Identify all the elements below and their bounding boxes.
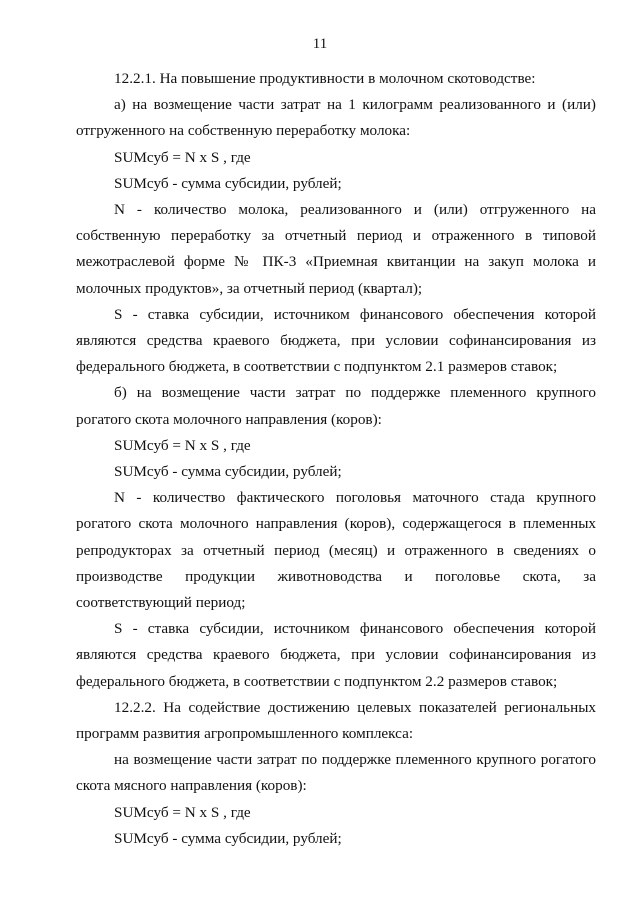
formula-definition-sum: SUMсуб - сумма субсидии, рублей; xyxy=(114,174,342,192)
paragraph-12-2-2-heading: 12.2.2. На содействие достижению целевых показателей региональных программ развития агропромышленного комплекса: xyxy=(76,698,596,743)
formula-definition-n: N - количество фактического поголовья маточного стада крупного рогатого скота молочного направления (коров), содержащегося в племенных репродукторах за отчетный период (месяц) и отраженного в сведениях о производстве продукции животноводства и поголовье скота, за соответствующий период; xyxy=(76,489,596,612)
formula-definition-sum: SUMсуб - сумма субсидии, рублей; xyxy=(114,463,342,481)
paragraph-item-a: а) на возмещение части затрат на 1 килограмм реализованного и (или) отгруженного на собственную переработку молока: xyxy=(76,96,596,140)
formula-line: SUMсуб = N x S , где xyxy=(114,803,251,821)
formula-definition-s: S - ставка субсидии, источником финансового обеспечения которой являются средства краевого бюджета, при условии софинансирования из федерального бюджета, в соответствии с подпунктом 2.2 размеров ставок; xyxy=(76,620,596,690)
formula-definition-sum: SUMсуб - сумма субсидии, рублей; xyxy=(114,829,342,847)
paragraph-beef-cattle: на возмещение части затрат по поддержке племенного крупного рогатого скота мясного направления (коров): xyxy=(76,751,596,795)
paragraph-item-b: б) на возмещение части затрат по поддержке племенного крупного рогатого скота молочного направления (коров): xyxy=(76,384,596,428)
document-body xyxy=(76,66,596,852)
formula-line: SUMсуб = N x S , где xyxy=(114,436,251,454)
formula-line: SUMсуб = N x S , где xyxy=(114,148,251,166)
formula-definition-s: S - ставка субсидии, источником финансового обеспечения которой являются средства краевого бюджета, при условии софинансирования из федерального бюджета, в соответствии с подпунктом 2.1 размеров ставок; xyxy=(76,305,596,376)
page-number: 11 xyxy=(312,36,328,52)
formula-definition-n: N - количество молока, реализованного и (или) отгруженного на собственную переработку за отчетный период и отраженного в типовой межотраслевой форме № ПК-3 «Приемная квитанции на закуп молока и молочных продуктов», за отчетный период (квартал); xyxy=(76,201,596,297)
paragraph-12-2-1-heading: 12.2.1. На повышение продуктивности в молочном скотоводстве: xyxy=(114,70,536,87)
